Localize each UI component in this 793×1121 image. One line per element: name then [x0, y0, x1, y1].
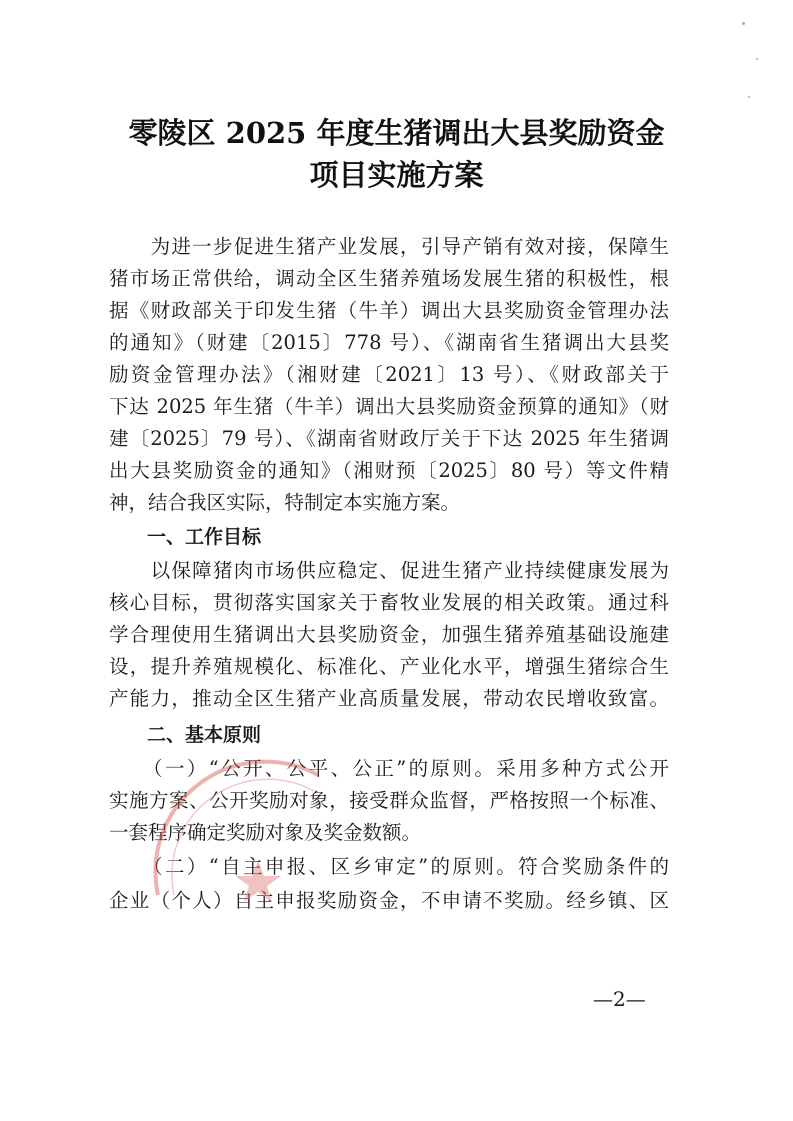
- body-line: 据《财政部关于印发生猪（牛羊）调出大县奖励资金管理办法: [109, 299, 669, 322]
- body-line: 出大县奖励资金的通知》（湘财预〔2025〕80 号）等文件精: [109, 459, 669, 482]
- page-number: —2—: [593, 987, 646, 1011]
- principle-2-line: （二）“自主申报、区乡审定”的原则。符合奖励条件的: [109, 855, 669, 878]
- body-line: 以保障猪肉市场供应稳定、促进生猪产业持续健康发展为: [109, 559, 669, 582]
- body-line: 的通知》（财建〔2015〕778 号）、《湖南省生猪调出大县奖: [109, 331, 669, 354]
- body-line: 神，结合我区实际，特制定本实施方案。: [109, 491, 461, 514]
- document-title: [70, 112, 723, 196]
- body-line: 猪市场正常供给，调动全区生猪养殖场发展生猪的积极性，根: [109, 267, 669, 290]
- section-heading-principles: 二、基本原则: [109, 724, 262, 746]
- body-line: 为进一步促进生猪产业发展，引导产销有效对接，保障生: [109, 235, 669, 258]
- body-line: 实施方案、公开奖励对象，接受群众监督，严格按照一个标准、: [109, 789, 669, 812]
- body-line: 企业（个人）自主申报奖励资金，不申请不奖励。经乡镇、区: [109, 889, 669, 912]
- scan-speck: [756, 58, 758, 60]
- body-line: 励资金管理办法》（湘财建〔2021〕13 号）、《财政部关于: [109, 363, 669, 386]
- title-line-1: 零陵区 2025 年度生猪调出大县奖励资金: [128, 116, 665, 150]
- body-line: 学合理使用生猪调出大县奖励资金，加强生猪养殖基础设施建: [109, 623, 669, 646]
- body-line: 建〔2025〕79 号）、《湖南省财政厅关于下达 2025 年生猪调: [109, 427, 669, 450]
- scan-speck: [748, 96, 750, 98]
- body-line: 核心目标，贯彻落实国家关于畜牧业发展的相关政策。通过科: [109, 591, 669, 614]
- body-line: 一套程序确定奖励对象及奖金数额。: [109, 821, 422, 844]
- body-line: 设，提升养殖规模化、标准化、产业化水平，增强生猪综合生: [109, 655, 669, 678]
- body-line: 下达 2025 年生猪（牛羊）调出大县奖励资金预算的通知》（财: [109, 395, 669, 418]
- section-heading-goals: 一、工作目标: [109, 526, 262, 548]
- scan-speck: [742, 22, 745, 25]
- body-line: 产能力，推动全区生猪产业高质量发展，带动农民增收致富。: [109, 687, 669, 710]
- principle-1-line: （一）“公开、公平、公正”的原则。采用多种方式公开: [109, 757, 669, 780]
- title-line-2: 项目实施方案: [309, 158, 484, 192]
